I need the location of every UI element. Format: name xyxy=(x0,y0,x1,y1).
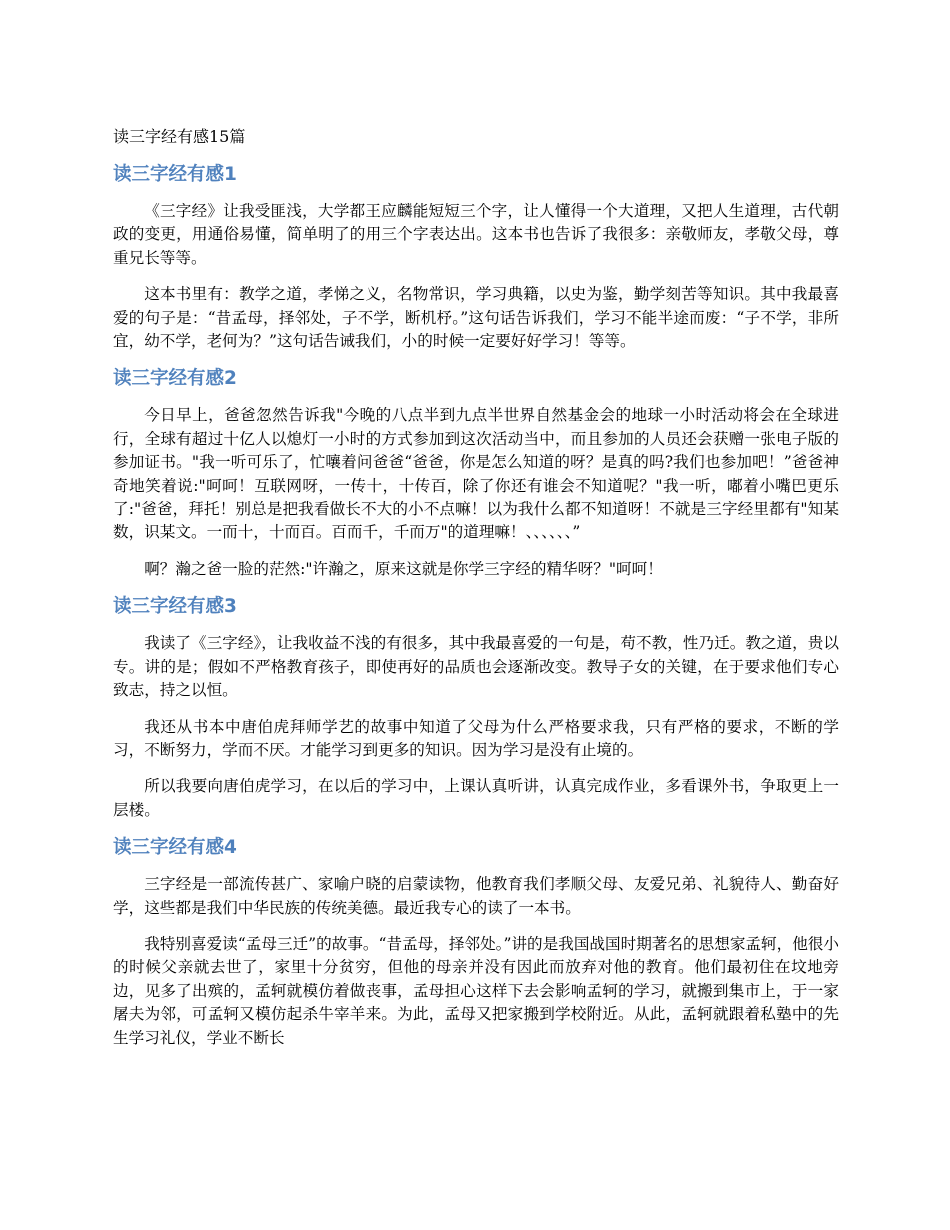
section-heading: 读三字经有感4 xyxy=(113,837,237,859)
section-heading: 读三字经有感2 xyxy=(113,368,237,390)
paragraph: 今日早上，爸爸忽然告诉我"今晚的八点半到九点半世界自然基金会的地球一小时活动将会在全球进行，全球有超过十亿人以熄灯一小时的方式参加到这次活动当中，而且参加的人员还会获赠一张电子版的参加证书。"我一听可乐了，忙嚷着问爸爸“爸爸，你是怎么知道的呀？是真的吗?我们也参加吧！”爸爸神奇地笑着说:"呵呵！互联网呀，一传十，十传百，除了你还有谁会不知道呢？"我一听，嘟着小嘴巴更乐了:"爸爸，拜托！别总是把我看做长不大的小不点嘛！以为我什么都不知道呀！不就是三字经里都有"知某数，识某文。一而十，十而百。百而千，千而万"的道理嘛！、、、、、、” xyxy=(113,406,839,542)
paragraph: 这本书里有：教学之道，孝悌之义，名物常识，学习典籍，以史为鉴，勤学刻苦等知识。其中我最喜爱的句子是：“昔孟母，择邻处，子不学，断机杼。”这句话告诉我们，学习不能半途而废：“子不学，非所宜，幼不学，老何为？”这句话告诫我们，小的时候一定要好好学习！等等。 xyxy=(113,285,839,351)
paragraph: 我特别喜爱读“孟母三迁”的故事。“昔孟母，择邻处。”讲的是我国战国时期著名的思想家孟轲，他很小的时候父亲就去世了，家里十分贫穷，但他的母亲并没有因此而放弃对他的教育。他们最初住在坟地旁边，见多了出殡的，孟轲就模仿着做丧事，孟母担心这样下去会影响孟轲的学习，就搬到集市上，于一家屠夫为邻，可孟轲又模仿起杀牛宰羊来。为此，孟母又把家搬到学校附近。从此，孟轲就跟着私塾中的先生学习礼仪，学业不断长 xyxy=(113,934,839,1047)
paragraph: 三字经是一部流传甚广、家喻户晓的启蒙读物，他教育我们孝顺父母、友爱兄弟、礼貌待人、勤奋好学，这些都是我们中华民族的传统美德。最近我专心的读了一本书。 xyxy=(113,875,839,917)
essay-section-3 xyxy=(113,594,839,822)
document-page xyxy=(113,124,839,1063)
paragraph: 我读了《三字经》，让我收益不浅的有很多，其中我最喜爱的一句是，苟不教，性乃迁。教之道，贵以专。讲的是；假如不严格教育孩子，即使再好的品质也会逐渐改变。教导子女的关键，在于要求他们专心致志，持之以恒。 xyxy=(113,634,839,700)
section-heading: 读三字经有感3 xyxy=(113,596,237,618)
paragraph: 所以我要向唐伯虎学习，在以后的学习中，上课认真听讲，认真完成作业，多看课外书，争取更上一层楼。 xyxy=(113,777,839,819)
paragraph: 啊？瀚之爸一脸的茫然:"许瀚之，原来这就是你学三字经的精华呀？"呵呵！ xyxy=(144,559,663,578)
essay-section-1 xyxy=(113,162,839,353)
paragraph: 我还从书本中唐伯虎拜师学艺的故事中知道了父母为什么严格要求我，只有严格的要求，不断的学习，不断努力，学而不厌。才能学习到更多的知识。因为学习是没有止境的。 xyxy=(113,717,839,759)
essay-section-2 xyxy=(113,366,839,581)
document-title: 读三字经有感15篇 xyxy=(113,127,246,146)
paragraph: 《三字经》让我受匪浅，大学都王应麟能短短三个字，让人懂得一个大道理，又把人生道理，古代朝政的变更，用通俗易懂，简单明了的用三个字表达出。这本书也告诉了我很多：亲敬师友，孝敬父母，尊重兄长等等。 xyxy=(113,202,839,267)
essay-section-4 xyxy=(113,835,839,1050)
section-heading: 读三字经有感1 xyxy=(113,164,237,185)
